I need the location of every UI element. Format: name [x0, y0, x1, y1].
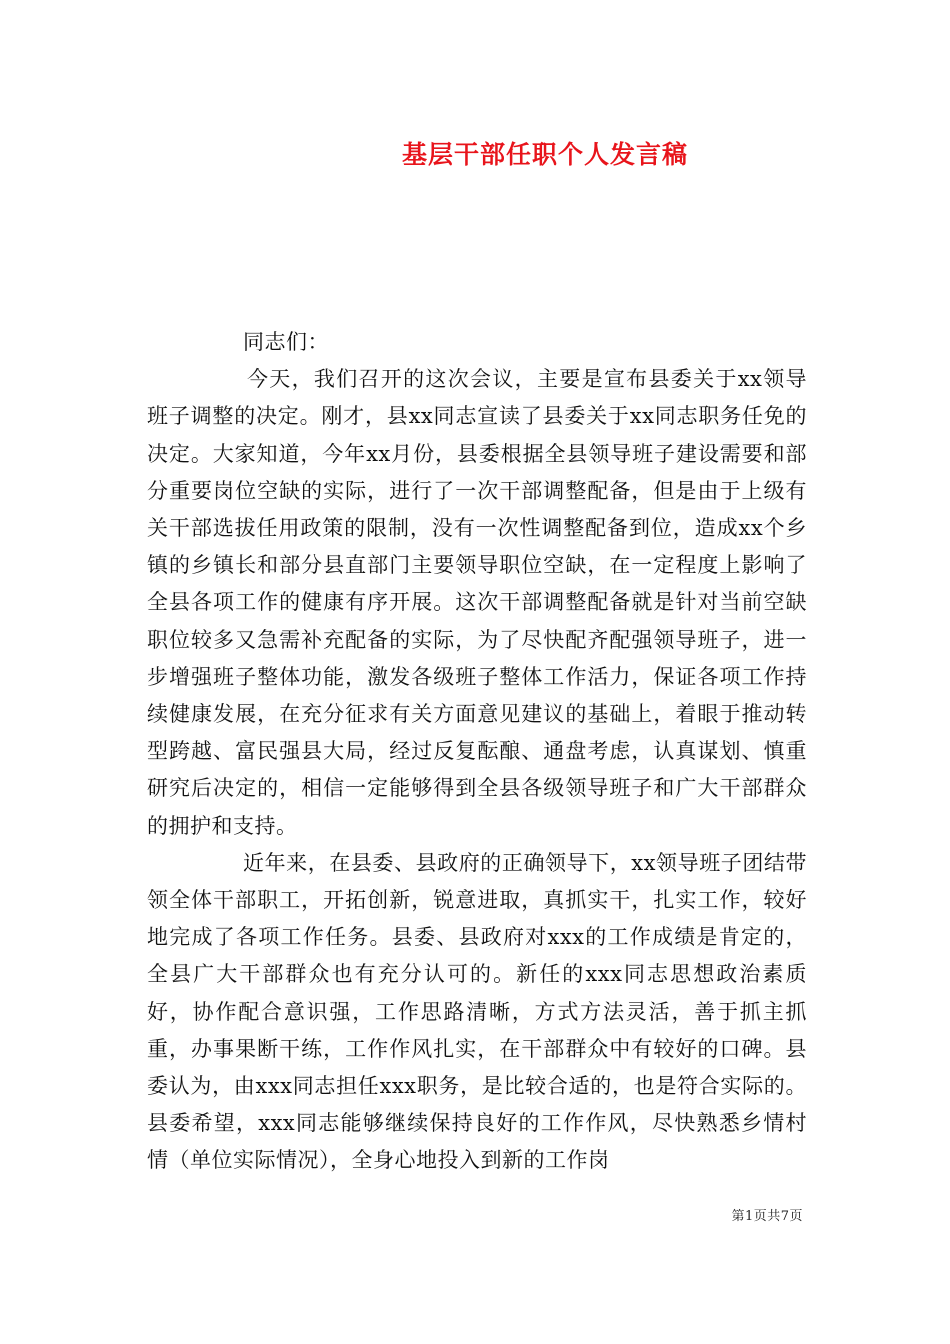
paragraph-2: 近年来，在县委、县政府的正确领导下，xx领导班子团结带领全体干部职工，开拓创新，锐意进取，真抓实干，扎实工作，较好地完成了各项工作任务。县委、县政府对xxx的工作成绩是肯定的，全县广大干部群众也有充分认可的。新任的xxx同志思想政治素质好，协作配合意识强，工作思路清晰，方式方法灵活，善于抓主抓重，办事果断干练，工作作风扎实，在干部群众中有较好的口碑。县委认为，由xxx同志担任xxx职务，是比较合适的，也是符合实际的。县委希望，xxx同志能够继续保持良好的工作作风，尽快熟悉乡情村情（单位实际情况），全身心地投入到新的工作岗	[147, 850, 807, 1173]
document-body	[147, 324, 807, 1180]
document-title: 基层干部任职个人发言稿	[401, 140, 688, 169]
page-indicator: 第1页共7页	[731, 1209, 803, 1224]
salutation: 同志们：	[243, 330, 329, 354]
paragraph-1: 今天，我们召开的这次会议，主要是宣布县委关于xx领导班子调整的决定。刚才，县xx同志宣读了县委关于xx同志职务任免的决定。大家知道，今年xx月份，县委根据全县领导班子建设需要和部分重要岗位空缺的实际，进行了一次干部调整配备，但是由于上级有关干部选拔任用政策的限制，没有一次性调整配备到位，造成xx个乡镇的乡镇长和部分县直部门主要领导职位空缺，在一定程度上影响了全县各项工作的健康有序开展。这次干部调整配备就是针对当前空缺职位较多又急需补充配备的实际，为了尽快配齐配强领导班子，进一步增强班子整体功能，激发各级班子整体工作活力，保证各项工作持续健康发展，在充分征求有关方面意见建议的基础上，着眼于推动转型跨越、富民强县大局，经过反复酝酿、通盘考虑，认真谋划、慎重研究后决定的，相信一定能够得到全县各级领导班子和广大干部群众的拥护和支持。	[147, 367, 807, 838]
